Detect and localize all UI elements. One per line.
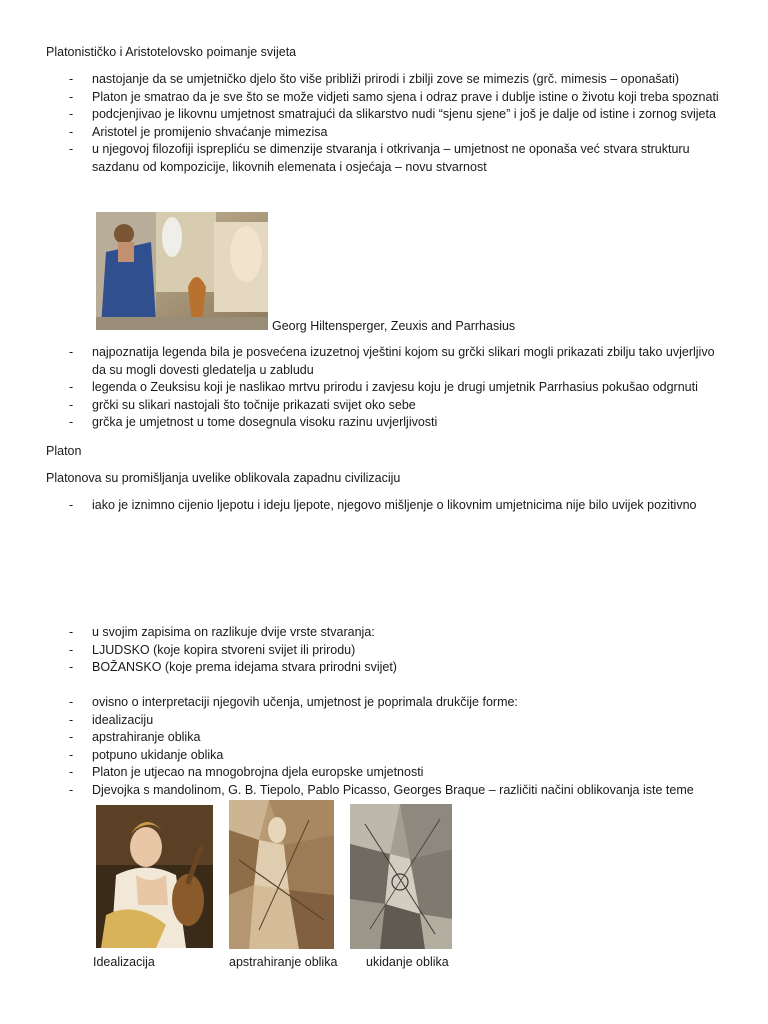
list-creation-types bbox=[46, 624, 726, 677]
braque-painting bbox=[350, 804, 452, 949]
caption-abstraction: apstrahiranje oblika bbox=[229, 955, 338, 969]
list-item: - BOŽANSKO (koje prema idejama stvara prirodni svijet) bbox=[46, 659, 726, 677]
list-beauty bbox=[46, 497, 726, 515]
list-item: - u njegovoj filozofiji isprepliću se dimenzije stvaranja i otkrivanja – umjetnost ne oponaša već stvara strukturu sazdanu od kompozicije, likovnih elemenata i osjećaja – novu stvarnost bbox=[46, 141, 726, 176]
list-item: - nastojanje da se umjetničko djelo što više približi prirodi i zbilji zove se mimezis (grč. mimesis – oponašati) bbox=[46, 71, 726, 89]
tiepolo-painting bbox=[96, 805, 213, 948]
list-item: - Platon je smatrao da je sve što se može vidjeti samo sjena i odraz prave i dublje istine o životu koji treba spoznati bbox=[46, 89, 726, 107]
list-item: - u svojim zapisima on razlikuje dvije vrste stvaranja: bbox=[46, 624, 726, 642]
list-item: - Djevojka s mandolinom, G. B. Tiepolo, Pablo Picasso, Georges Braque – različiti načini oblikovanja iste teme bbox=[46, 782, 726, 800]
list-item: - ovisno o interpretaciji njegovih učenja, umjetnost je poprimala drukčije forme: bbox=[46, 694, 726, 712]
list-item: - apstrahiranje oblika bbox=[46, 729, 726, 747]
list-item: - Platon je utjecao na mnogobrojna djela europske umjetnosti bbox=[46, 764, 726, 782]
list-item: - podcjenjivao je likovnu umjetnost smatrajući da slikarstvo nudi “sjenu sjene” i još je dalje od istine i zornog svijeta bbox=[46, 106, 726, 124]
list-item: - legenda o Zeuksisu koji je naslikao mrtvu prirodu i zavjesu koju je drugi umjetnik Parrhasius pokušao odgrnuti bbox=[46, 379, 726, 397]
painting-image bbox=[96, 212, 268, 330]
caption-abolition: ukidanje oblika bbox=[366, 955, 449, 969]
caption-idealization: Idealizacija bbox=[93, 955, 155, 969]
list-item: - najpoznatija legenda bila je posvećena izuzetnoj vještini kojom su grčki slikari mogli prikazati zbilju tako uvjerljivo da su mogli dovesti gledatelja u zabludu bbox=[46, 344, 726, 379]
section-intro: Platonova su promišljanja uvelike oblikovala zapadnu civilizaciju bbox=[46, 471, 401, 485]
painting-image bbox=[96, 805, 213, 948]
list-item: - potpuno ukidanje oblika bbox=[46, 747, 726, 765]
list-item: - grčki su slikari nastojali što točnije prikazati svijet oko sebe bbox=[46, 397, 726, 415]
list-forms bbox=[46, 694, 726, 800]
zeuxis-parrhasius-painting bbox=[96, 212, 268, 330]
list-legend bbox=[46, 344, 726, 432]
figure-caption: Georg Hiltensperger, Zeuxis and Parrhasius bbox=[272, 319, 516, 333]
list-item: - LJUDSKO (koje kopira stvoreni svijet ili prirodu) bbox=[46, 642, 726, 660]
painting-image bbox=[229, 800, 334, 949]
document-title: Platonističko i Aristotelovsko poimanje svijeta bbox=[46, 45, 297, 59]
list-item: - idealizaciju bbox=[46, 712, 726, 730]
picasso-painting bbox=[229, 800, 334, 949]
painting-image bbox=[350, 804, 452, 949]
list-item: - Aristotel je promijenio shvaćanje mimezisa bbox=[46, 124, 726, 142]
section-heading: Platon bbox=[46, 444, 82, 458]
list-item: - iako je iznimno cijenio ljepotu i ideju ljepote, njegovo mišljenje o likovnim umjetnicima nije bilo uvijek pozitivno bbox=[46, 497, 726, 515]
list-item: - grčka je umjetnost u tome dosegnula visoku razinu uvjerljivosti bbox=[46, 414, 726, 432]
list-mimesis bbox=[46, 71, 726, 177]
